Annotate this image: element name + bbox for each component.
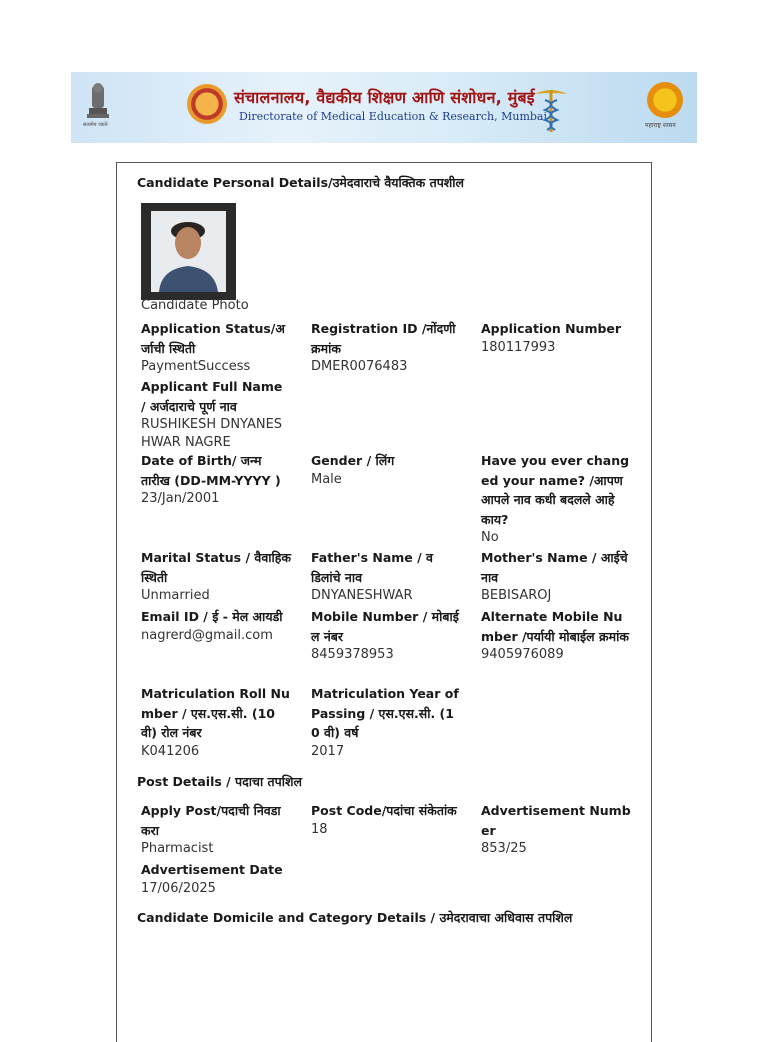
post-details-title: Post Details / पदाचा तपशिल (137, 774, 302, 789)
field-label: Post Code/पदांचा संकेतांक (311, 803, 457, 818)
field-label: Apply Post/पदाची निवडा करा (141, 803, 281, 838)
header-banner (71, 72, 697, 143)
field-mobile-number (311, 607, 461, 664)
field-value: Male (311, 471, 342, 487)
emblem-caption: सत्यमेव जयते (83, 122, 108, 128)
right-logo-caption: महाराष्ट्र शासन (645, 122, 676, 129)
field-marital-status (141, 548, 291, 605)
field-value: DMER0076483 (311, 359, 408, 374)
person-silhouette-icon (151, 211, 226, 292)
field-value: RUSHIKESH DNYANESHWAR NAGRE (141, 417, 283, 450)
field-value: No (481, 530, 499, 545)
field-email-id (141, 607, 291, 645)
field-value: 853/25 (481, 841, 527, 856)
domicile-details-title: Candidate Domicile and Category Details / उमेदरावाचा अधिवास तपशिल (137, 910, 573, 925)
application-details-card (116, 162, 652, 1042)
field-value: 2017 (311, 743, 345, 759)
field-advertisement-date (141, 860, 291, 898)
field-application-number (481, 319, 631, 357)
maharashtra-logo-icon (647, 82, 683, 118)
field-label: Registration ID /नोंदणी क्रमांक (311, 321, 456, 356)
field-registration-id (311, 319, 461, 376)
personal-details-title: Candidate Personal Details/उमेदवाराचे वैयक्तिक तपशील (137, 175, 465, 190)
banner-title-marathi: संचालनालय, वैद्यकीय शिक्षण आणि संशोधन, मुंबई (234, 88, 535, 107)
field-matriculation-roll (141, 684, 291, 761)
field-value: nagrerd@gmail.com (141, 627, 273, 643)
field-alternate-mobile (481, 607, 631, 664)
field-applicant-full-name (141, 377, 291, 452)
field-value: 23/Jan/2001 (141, 491, 220, 506)
field-mother-name (481, 548, 631, 605)
field-value: PaymentSuccess (141, 359, 251, 374)
field-label: Advertisement Date (141, 862, 283, 877)
field-matriculation-year (311, 684, 461, 761)
field-label: Application Number (481, 321, 622, 336)
field-label: Father's Name / वडिलांचे नाव (311, 550, 433, 585)
field-label: Have you ever changed your name? /आपण आपले नाव कधी बदलले आहे काय? (481, 453, 630, 527)
dmer-logo-icon (187, 84, 227, 124)
field-label: Advertisement Number (481, 803, 631, 838)
banner-title-english: Directorate of Medical Education & Research, Mumbai (239, 110, 548, 123)
photo-caption: Candidate Photo (141, 298, 249, 313)
field-advertisement-number (481, 801, 631, 858)
field-label: Application Status/अर्जाची स्थिती (141, 321, 285, 356)
field-father-name (311, 548, 461, 605)
field-value: DNYANESHWAR (311, 588, 413, 603)
field-name-changed (481, 451, 631, 547)
field-value: 8459378953 (311, 647, 394, 662)
field-label: Date of Birth/ जन्म तारीख (DD-MM-YYYY ) (141, 453, 281, 488)
field-gender (311, 451, 461, 489)
field-label: Mother's Name / आईचे नाव (481, 550, 628, 585)
field-label: Email ID / ई - मेल आयडी (141, 609, 283, 624)
field-label: Gender / लिंग (311, 453, 395, 468)
field-value: 17/06/2025 (141, 880, 216, 896)
field-value: Unmarried (141, 588, 210, 603)
field-value: Pharmacist (141, 841, 214, 856)
field-label: Alternate Mobile Number /पर्यायी मोबाईल क्रमांक (481, 609, 629, 644)
field-label: Mobile Number / मोबाईल नंबर (311, 609, 459, 644)
field-date-of-birth (141, 451, 291, 508)
field-label: Marital Status / वैवाहिक स्थिती (141, 550, 291, 585)
field-value: K041206 (141, 743, 200, 759)
field-apply-post (141, 801, 291, 858)
candidate-photo (141, 203, 236, 300)
field-label: Applicant Full Name / अर्जदाराचे पूर्ण नाव (141, 379, 283, 414)
field-application-status (141, 319, 291, 376)
caduceus-icon (531, 84, 571, 134)
field-value: 180117993 (481, 339, 556, 355)
field-post-code (311, 801, 461, 839)
field-value: BEBISAROJ (481, 588, 552, 603)
field-value: 18 (311, 821, 328, 837)
field-label: Matriculation Year of Passing / एस.एस.सी. (10 वी) वर्ष (311, 686, 459, 740)
field-label: Matriculation Roll Number / एस.एस.सी. (10 वी) रोल नंबर (141, 686, 290, 740)
field-value: 9405976089 (481, 647, 564, 662)
